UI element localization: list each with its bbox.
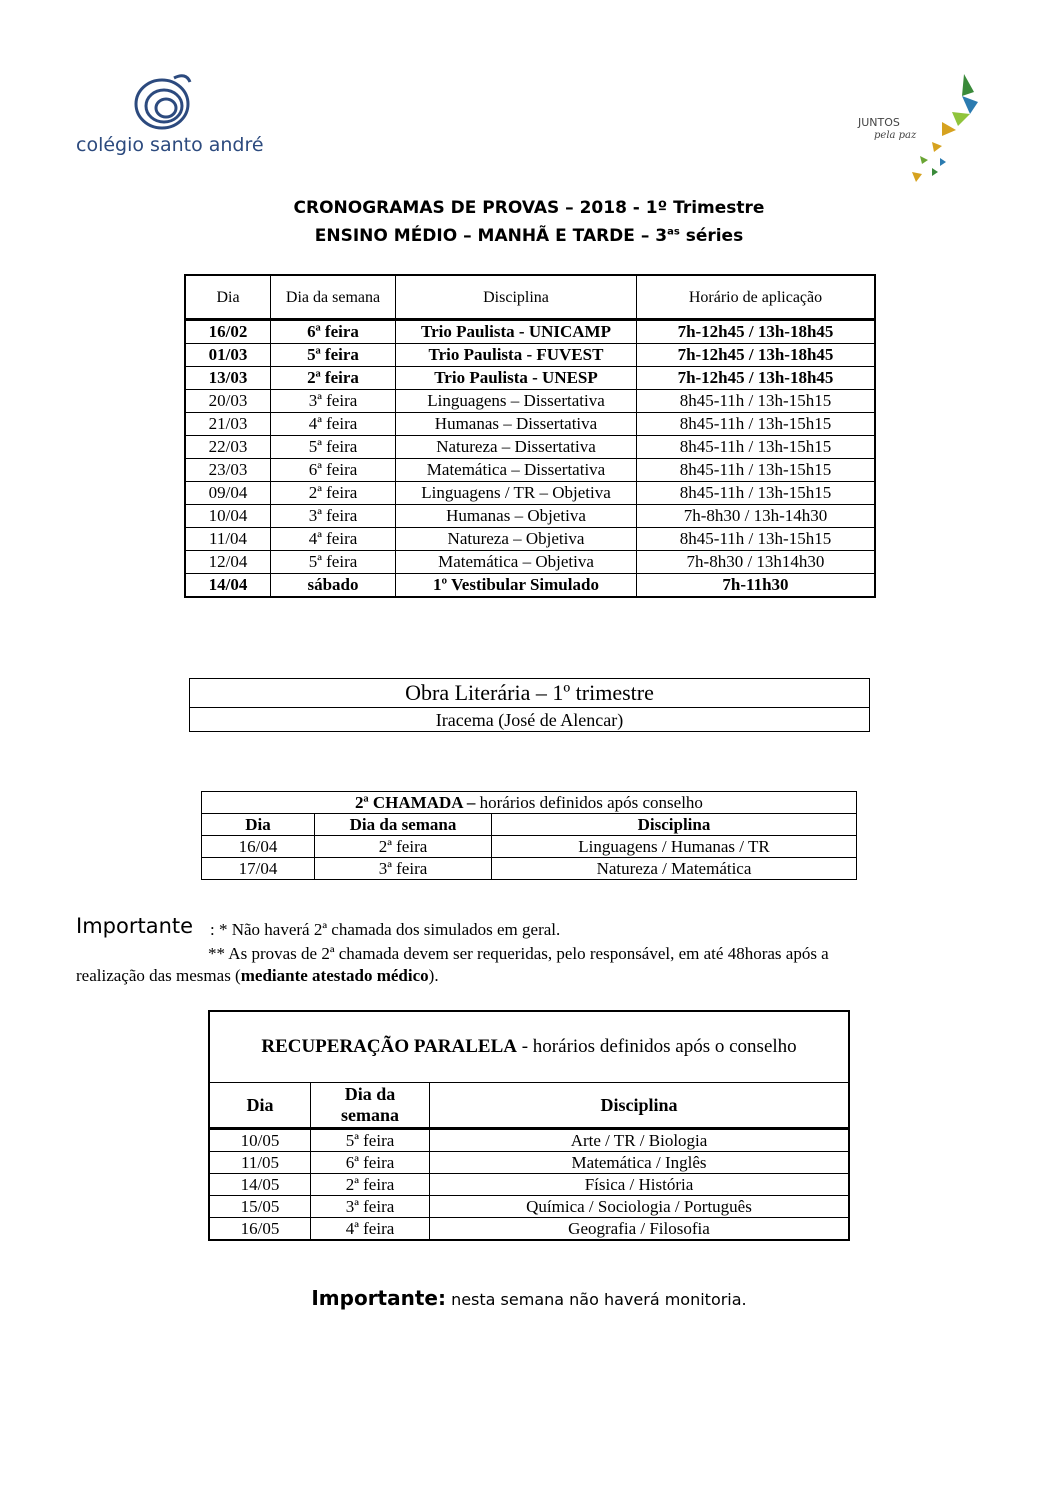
table-row <box>185 574 875 598</box>
cell-horario: 8h45-11h / 13h-15h15 <box>637 459 876 482</box>
table-header-row <box>202 814 857 836</box>
cell-dia: 14/04 <box>185 574 271 598</box>
school-logo <box>74 72 264 172</box>
chamada-title: 2ª CHAMADA – horários definidos após conselho <box>202 792 857 814</box>
cell-horario: 8h45-11h / 13h-15h15 <box>637 390 876 413</box>
obra-value: Iracema (José de Alencar) <box>190 708 870 732</box>
cell-dia: 10/04 <box>185 505 271 528</box>
cell-dia: 10/05 <box>209 1129 311 1152</box>
cell-disciplina: Matemática – Dissertativa <box>396 459 637 482</box>
table-row <box>185 551 875 574</box>
cell-dia: 20/03 <box>185 390 271 413</box>
cell-horario: 8h45-11h / 13h-15h15 <box>637 528 876 551</box>
cell-dia: 09/04 <box>185 482 271 505</box>
obra-literaria-table <box>189 678 870 732</box>
pela-paz-text: pela paz <box>874 130 917 141</box>
cell-dia: 16/05 <box>209 1218 311 1241</box>
juntos-text: JUNTOS <box>858 116 900 129</box>
cell-semana: 5ª feira <box>271 551 396 574</box>
cell-horario: 7h-8h30 / 13h-14h30 <box>637 505 876 528</box>
cell-disciplina: Trio Paulista - FUVEST <box>396 344 637 367</box>
cell-disciplina: Geografia / Filosofia <box>430 1218 850 1241</box>
importante-label: Importante <box>76 914 194 938</box>
cell-disciplina: Natureza – Objetiva <box>396 528 637 551</box>
cell-dia: 17/04 <box>202 858 315 880</box>
cell-semana: 3ª feira <box>271 390 396 413</box>
cell-dia: 16/02 <box>185 320 271 344</box>
cell-semana: 5ª feira <box>271 436 396 459</box>
cell-horario: 7h-11h30 <box>637 574 876 598</box>
table-row <box>185 344 875 367</box>
obra-title: Obra Literária – 1º trimestre <box>190 679 870 708</box>
table-row <box>209 1129 849 1152</box>
cell-semana: 6ª feira <box>311 1152 430 1174</box>
school-name: colégio santo andré <box>76 134 264 156</box>
table-header-row <box>185 275 875 320</box>
cell-horario: 8h45-11h / 13h-15h15 <box>637 436 876 459</box>
cell-disciplina: Humanas – Dissertativa <box>396 413 637 436</box>
cell-semana: 6ª feira <box>271 320 396 344</box>
cell-disciplina: Matemática – Objetiva <box>396 551 637 574</box>
exam-schedule-table <box>184 274 876 598</box>
table-row <box>209 1152 849 1174</box>
cell-dia: 12/04 <box>185 551 271 574</box>
cell-disciplina: Humanas – Objetiva <box>396 505 637 528</box>
cell-disciplina: Linguagens – Dissertativa <box>396 390 637 413</box>
table-row <box>185 482 875 505</box>
cell-disciplina: Trio Paulista - UNESP <box>396 367 637 390</box>
col-semana: Dia da semana <box>311 1083 430 1129</box>
col-disciplina: Disciplina <box>396 275 637 320</box>
cell-semana: 2ª feira <box>315 836 492 858</box>
table-header-row <box>209 1083 849 1129</box>
cell-semana: 3ª feira <box>315 858 492 880</box>
cell-horario: 7h-8h30 / 13h14h30 <box>637 551 876 574</box>
cell-disciplina: Física / História <box>430 1174 850 1196</box>
cell-disciplina: 1º Vestibular Simulado <box>396 574 637 598</box>
cell-dia: 13/03 <box>185 367 271 390</box>
col-horario: Horário de aplicação <box>637 275 876 320</box>
table-row <box>185 528 875 551</box>
cell-disciplina: Linguagens / TR – Objetiva <box>396 482 637 505</box>
importante-line1: : * Não haverá 2ª chamada dos simulados em geral. <box>210 920 561 939</box>
cell-dia: 22/03 <box>185 436 271 459</box>
juntos-logo <box>852 72 984 192</box>
cell-dia: 23/03 <box>185 459 271 482</box>
cell-semana: 4ª feira <box>311 1218 430 1241</box>
cell-dia: 14/05 <box>209 1174 311 1196</box>
cell-disciplina: Química / Sociologia / Português <box>430 1196 850 1218</box>
cell-disciplina: Trio Paulista - UNICAMP <box>396 320 637 344</box>
cell-disciplina: Arte / TR / Biologia <box>430 1129 850 1152</box>
cell-disciplina: Matemática / Inglês <box>430 1152 850 1174</box>
recuperacao-title: RECUPERAÇÃO PARALELA - horários definidos após o conselho <box>209 1011 849 1083</box>
cell-semana: 5ª feira <box>311 1129 430 1152</box>
cell-semana: 3ª feira <box>271 505 396 528</box>
cell-semana: 3ª feira <box>311 1196 430 1218</box>
col-semana: Dia da semana <box>315 814 492 836</box>
cell-dia: 11/05 <box>209 1152 311 1174</box>
cell-semana: 6ª feira <box>271 459 396 482</box>
table-row <box>185 390 875 413</box>
table-row <box>202 836 857 858</box>
table-row <box>185 367 875 390</box>
cell-dia: 01/03 <box>185 344 271 367</box>
cell-dia: 21/03 <box>185 413 271 436</box>
final-note: Importante: nesta semana não haverá monitoria. <box>311 1286 747 1310</box>
col-disciplina: Disciplina <box>492 814 857 836</box>
cell-semana: 5ª feira <box>271 344 396 367</box>
cell-semana: 4ª feira <box>271 528 396 551</box>
table-row <box>185 413 875 436</box>
table-row <box>185 505 875 528</box>
cell-disciplina: Linguagens / Humanas / TR <box>492 836 857 858</box>
recuperacao-table <box>208 1010 850 1241</box>
table-row <box>185 320 875 344</box>
cell-semana: sábado <box>271 574 396 598</box>
importante-line3: realização das mesmas (mediante atestado médico). <box>76 966 439 985</box>
cell-dia: 16/04 <box>202 836 315 858</box>
col-dia: Dia <box>185 275 271 320</box>
table-row <box>209 1174 849 1196</box>
cell-horario: 7h-12h45 / 13h-18h45 <box>637 320 876 344</box>
spiral-icon <box>74 72 254 172</box>
segunda-chamada-table <box>201 791 857 880</box>
cell-horario: 7h-12h45 / 13h-18h45 <box>637 367 876 390</box>
bird-icon <box>912 72 984 192</box>
cell-disciplina: Natureza / Matemática <box>492 858 857 880</box>
cell-semana: 4ª feira <box>271 413 396 436</box>
cell-dia: 11/04 <box>185 528 271 551</box>
table-row <box>202 858 857 880</box>
cell-disciplina: Natureza – Dissertativa <box>396 436 637 459</box>
table-row <box>209 1218 849 1241</box>
page-title: CRONOGRAMAS DE PROVAS – 2018 - 1º Trimestre <box>293 198 765 218</box>
cell-dia: 15/05 <box>209 1196 311 1218</box>
col-semana: Dia da semana <box>271 275 396 320</box>
cell-semana: 2ª feira <box>271 367 396 390</box>
table-row <box>185 459 875 482</box>
col-dia: Dia <box>209 1083 311 1129</box>
table-row <box>185 436 875 459</box>
cell-semana: 2ª feira <box>311 1174 430 1196</box>
table-row <box>209 1196 849 1218</box>
col-dia: Dia <box>202 814 315 836</box>
cell-semana: 2ª feira <box>271 482 396 505</box>
page-subtitle: ENSINO MÉDIO – MANHÃ E TARDE – $3^{as}$ séries <box>314 226 744 246</box>
cell-horario: 7h-12h45 / 13h-18h45 <box>637 344 876 367</box>
importante-line2: ** As provas de 2ª chamada devem ser requeridas, pelo responsável, em até 48horas após a <box>208 944 829 963</box>
col-disciplina: Disciplina <box>430 1083 850 1129</box>
cell-horario: 8h45-11h / 13h-15h15 <box>637 413 876 436</box>
cell-horario: 8h45-11h / 13h-15h15 <box>637 482 876 505</box>
